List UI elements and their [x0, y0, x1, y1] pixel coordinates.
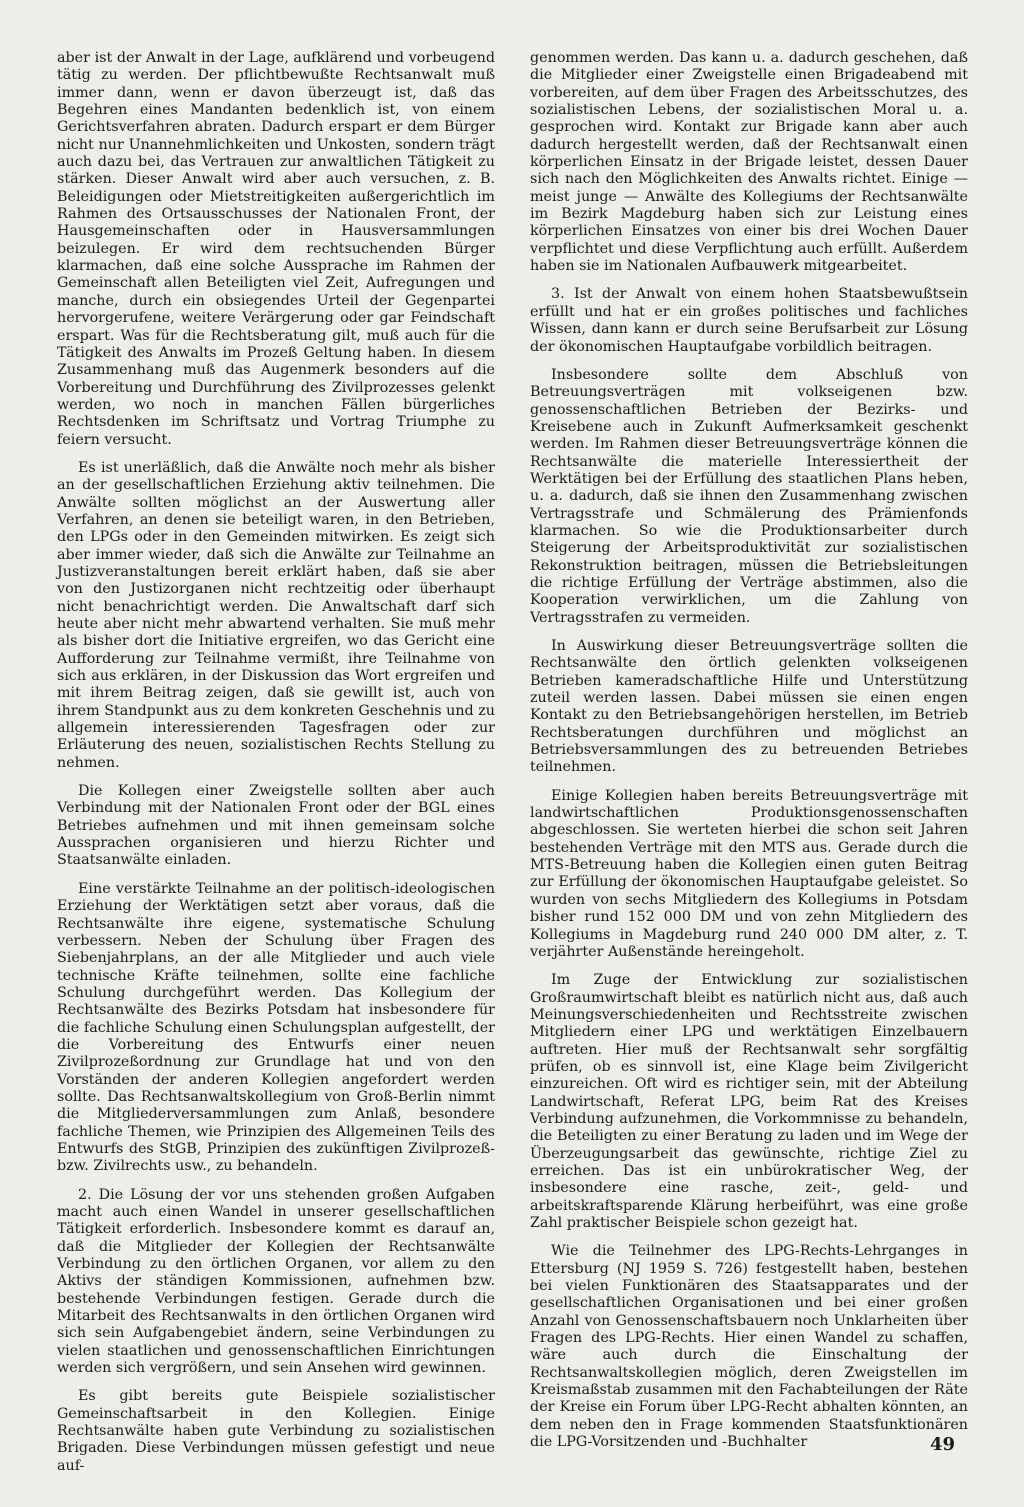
left-text-column	[57, 50, 495, 1486]
paragraph: Es gibt bereits gute Beispiele sozialistischer Gemeinschaftsarbeit in den Kollegien. Einige Rechtsanwälte haben gute Verbindung zu sozialistischen Brigaden. Diese Verbindungen müssen gefestigt und neue auf-	[57, 1388, 495, 1474]
paragraph: Einige Kollegien haben bereits Betreuungsverträge mit landwirtschaftlichen Produktionsgenossenschaften abgeschlossen. Sie werteten hierbei die schon seit Jahren bestehenden Verträge mit den MTS aus. Gerade durch die MTS-Betreuung haben die Kollegien einen guten Beitrag zur Erfüllung der ökonomischen Hauptaufgabe geleistet. So wurden von sechs Mitgliedern des Kollegiums in Potsdam bisher rund 152 000 DM und von zehn Mitgliedern des Kollegiums in Magdeburg rund 240 000 DM alter, z. T. verjährter Außenstände hereingeholt.	[530, 787, 968, 960]
paragraph: Es ist unerläßlich, daß die Anwälte noch mehr als bisher an der gesellschaftlichen Erziehung aktiv teilnehmen. Die Anwälte sollten möglichst an der Auswertung aller Verfahren, an denen sie beteiligt waren, in den Betrieben, den LPGs oder in den Gemeinden mitwirken. Es zeigt sich aber immer wieder, daß sich die Anwälte zur Teilnahme an Justizveranstaltungen bereit erklärt haben, daß sie aber von den Justizorganen nicht rechtzeitig oder überhaupt nicht benachrichtigt werden. Die Anwaltschaft darf sich heute aber nicht mehr abwartend verhalten. Sie muß mehr als bisher dort die Initiative ergreifen, wo das Gericht eine Aufforderung zur Teilnahme vermißt, ihre Teilnahme von sich aus erklären, in der Diskussion das Wort ergreifen und mit ihrem Beitrag zeigen, daß sie gewillt ist, auch von ihrem Standpunkt aus zu dem konkreten Geschehnis und zu allgemein interessierenden Tagesfragen oder zur Erläuterung des neuen, sozialistischen Rechts Stellung zu nehmen.	[57, 459, 495, 771]
paragraph: Die Kollegen einer Zweigstelle sollten aber auch Verbindung mit der Nationalen Front oder der BGL eines Betriebes aufnehmen und mit ihnen gemeinsam solche Aussprachen organisieren und hierzu Richter und Staatsanwälte einladen.	[57, 783, 495, 869]
paragraph: 2. Die Lösung der vor uns stehenden großen Aufgaben macht auch einen Wandel in unserer gesellschaftlichen Tätigkeit erforderlich. Insbesondere kommt es darauf an, daß die Mitglieder der Kollegien der Rechtsanwälte Verbindung zu den örtlichen Organen, vor allem zu den Aktivs der ständigen Kommissionen, aufnehmen bzw. bestehende Verbindungen festigen. Gerade durch die Mitarbeit des Rechtsanwalts in den örtlichen Organen wird sich sein Aufgabengebiet ändern, seine Verbindungen zu vielen staatlichen und genossenschaftlichen Einrichtungen werden sich vergrößern, und sein Ansehen wird gewinnen.	[57, 1186, 495, 1377]
paragraph: genommen werden. Das kann u. a. dadurch geschehen, daß die Mitglieder einer Zweigstelle einen Brigadeabend mit vorbereiten, auf dem über Fragen des Arbeitsschutzes, des sozialistischen Lebens, der sozialistischen Moral u. a. gesprochen wird. Kontakt zur Brigade kann aber auch dadurch hergestellt werden, daß der Rechtsanwalt einen körperlichen Einsatz in der Brigade leistet, dessen Dauer sich nach den Möglichkeiten des Anwalts richtet. Einige — meist junge — Anwälte des Kollegiums der Rechtsanwälte im Bezirk Magdeburg haben sich zur Leistung eines körperlichen Einsatzes von einer bis drei Wochen Dauer verpflichtet und diese Verpflichtung auch erfüllt. Außerdem haben sie im Nationalen Aufbauwerk mitgearbeitet.	[530, 50, 968, 275]
paragraph: Eine verstärkte Teilnahme an der politisch-ideologischen Erziehung der Werktätigen setzt aber voraus, daß die Rechtsanwälte ihre eigene, systematische Schulung verbessern. Neben der Schulung über Fragen des Siebenjahrplans, an der alle Mitglieder und auch viele technische Kräfte teilnehmen, sollte eine fachliche Schulung durchgeführt werden. Das Kollegium der Rechtsanwälte des Bezirks Potsdam hat insbesondere für die fachliche Schulung einen Schulungsplan aufgestellt, der die Vorbereitung des Entwurfs einer neuen Zivilprozeßordnung zur Grundlage hat und von den Vorständen der anderen Kollegien angefordert werden sollte. Das Rechtsanwaltskollegium von Groß-Berlin nimmt die Mitgliederversammlungen zum Anlaß, besondere fachliche Themen, wie Prinzipien des Allgemeinen Teils des Entwurfs des StGB, Prinzipien des zukünftigen Zivilprozeß- bzw. Zivilrechts usw., zu behandeln.	[57, 880, 495, 1175]
paragraph: Insbesondere sollte dem Abschluß von Betreuungsverträgen mit volkseigenen bzw. genossenschaftlichen Betrieben der Bezirks- und Kreisebene auch in Zukunft Aufmerksamkeit geschenkt werden. Im Rahmen dieser Betreuungsverträge können die Rechtsanwälte die materielle Interessiertheit der Werktätigen bei der Erfüllung des staatlichen Plans heben, u. a. dadurch, daß sie ihnen den Zusammenhang zwischen Vertragsstrafe und Schmälerung des Prämienfonds klarmachen. So wie die Produktionsarbeiter durch Steigerung der Arbeitsproduktivität zur sozialistischen Rekonstruktion beitragen, müssen die Betriebsleitungen die richtige Erfüllung der Verträge abstimmen, also die Kooperation verwirklichen, um die Zahlung von Vertragsstrafen zu vermeiden.	[530, 366, 968, 626]
paragraph: 3. Ist der Anwalt von einem hohen Staatsbewußtsein erfüllt und hat er ein großes politisches und fachliches Wissen, dann kann er durch seine Berufsarbeit zur Lösung der ökonomischen Hauptaufgabe vorbildlich beitragen.	[530, 286, 968, 355]
paragraph: In Auswirkung dieser Betreuungsverträge sollten die Rechtsanwälte den örtlich gelenkten volkseigenen Betrieben kameradschaftliche Hilfe und Unterstützung zuteil werden lassen. Dabei müssen sie einen engen Kontakt zu den Betriebsangehörigen herstellen, im Betrieb Rechtsberatungen durchführen und möglichst an Betriebsversammlungen des zu betreuenden Betriebes teilnehmen.	[530, 638, 968, 776]
paragraph: Im Zuge der Entwicklung zur sozialistischen Großraumwirtschaft bleibt es natürlich nicht aus, daß auch Meinungsverschiedenheiten und Rechtsstreite zwischen Mitgliedern einer LPG und werktätigen Einzelbauern auftreten. Hier muß der Rechtsanwalt sehr sorgfältig prüfen, ob es sinnvoll ist, eine Klage beim Zivilgericht einzureichen. Oft wird es richtiger sein, mit der Abteilung Landwirtschaft, Referat LPG, beim Rat des Kreises Verbindung aufzunehmen, die Vorkommnisse zu behandeln, die Beteiligten zu einer Beratung zu laden und im Wege der Überzeugungsarbeit das gewünschte, richtige Ziel zu erreichen. Das ist ein unbürokratischer Weg, der insbesondere eine rasche, zeit-, geld- und arbeitskraftsparende Klärung herbeiführt, was eine große Zahl praktischer Beispiele schon gezeigt hat.	[530, 972, 968, 1231]
paragraph: Wie die Teilnehmer des LPG-Rechts-Lehrganges in Ettersburg (NJ 1959 S. 726) festgestellt haben, bestehen bei vielen Funktionären des Staatsapparates und der gesellschaftlichen Organisationen und bei einer großen Anzahl von Genossenschaftsbauern noch Unklarheiten über Fragen des LPG-Rechts. Hier einen Wandel zu schaffen, wäre auch durch die Einschaltung der Rechtsanwaltskollegien möglich, deren Zweigstellen im Kreismaßstab zusammen mit den Fachabteilungen der Räte der Kreise ein Forum über LPG-Recht abhalten könnten, an dem neben den in Frage kommenden Staatsfunktionären die LPG-Vorsitzenden und -Buchhalter	[530, 1243, 968, 1451]
right-text-column	[530, 50, 968, 1462]
page-number: 49	[930, 1434, 956, 1455]
paragraph: aber ist der Anwalt in der Lage, aufklärend und vorbeugend tätig zu werden. Der pflichtbewußte Rechtsanwalt muß immer dann, wenn er davon überzeugt ist, daß das Begehren eines Mandanten bedenklich ist, von einem Gerichtsverfahren abraten. Dadurch erspart er dem Bürger nicht nur Unannehmlichkeiten und Unkosten, sondern trägt auch dazu bei, das Vertrauen zur anwaltlichen Tätigkeit zu stärken. Dieser Anwalt wird aber auch versuchen, z. B. Beleidigungen oder Mietstreitigkeiten außergerichtlich im Rahmen des Ortsausschusses der Nationalen Front, der Hausgemeinschaften oder in Hausversammlungen beizulegen. Er wird dem rechtsuchenden Bürger klarmachen, daß eine solche Aussprache im Rahmen der Gemeinschaft allen Beteiligten viel Zeit, Aufregungen und manche, durch ein obsiegendes Urteil der Gegenpartei hervorgerufene, weitere Verärgerung oder gar Feindschaft erspart. Was für die Rechtsberatung gilt, muß auch für die Tätigkeit des Anwalts im Prozeß Geltung haben. In diesem Zusammenhang muß das Augenmerk besonders auf die Vorbereitung und Durchführung des Zivilprozesses gelenkt werden, wo noch in manchen Fällen bürgerliches Rechtsdenken im Schriftsatz und Vortrag Triumphe zu feiern versucht.	[57, 50, 495, 448]
